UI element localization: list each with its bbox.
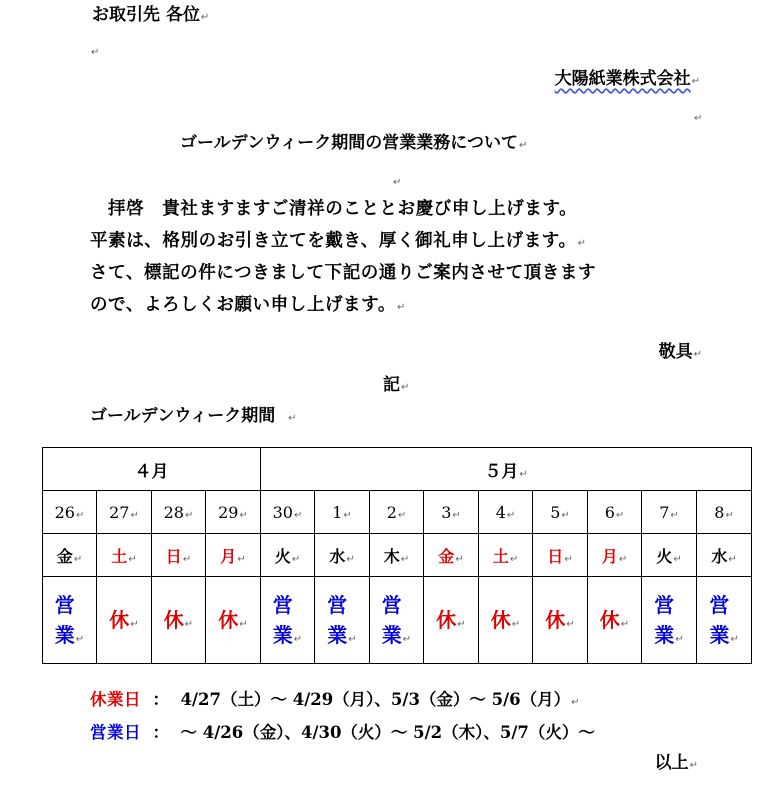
empty-paragraph-mark: ↵ [393, 177, 402, 188]
addressee: お取引先 各位↵ [92, 5, 210, 25]
date-cell: 1↵ [315, 491, 370, 534]
open-label: 営業日 [90, 723, 141, 742]
weekday-cell: 木↵ [370, 534, 424, 577]
weekday-cell: 土↵ [97, 534, 152, 577]
weekday-cell: 水↵ [315, 534, 370, 577]
status-open-cell: 営業↵ [697, 577, 752, 664]
closing-keigu: 敬具↵ [658, 342, 702, 362]
month-may: ５月↵ [261, 448, 752, 491]
holiday-summary: 休業日 ： 4/27（土）～ 4/29（月）、5/3（金）～ 5/6（月）↵ [90, 690, 580, 709]
period-label: ゴールデンウィーク期間 ↵ [90, 406, 297, 426]
date-row [43, 491, 752, 534]
body-paragraph [90, 195, 710, 325]
weekday-cell: 火↵ [642, 534, 697, 577]
holiday-colon: ： [152, 690, 169, 709]
end-mark: 以上↵ [654, 753, 698, 773]
date-cell: 8↵ [697, 491, 752, 534]
ki-mark: 記↵ [383, 375, 410, 395]
date-cell: 7↵ [642, 491, 697, 534]
weekday-cell: 火↵ [261, 534, 315, 577]
status-closed-cell: 休↵ [533, 577, 588, 664]
date-cell: 26↵ [43, 491, 97, 534]
open-dates: ～ 4/26（金）、4/30（火）～ 5/2（木）、5/7（火）～ [180, 723, 595, 742]
date-cell: 5↵ [533, 491, 588, 534]
status-open-cell: 営業↵ [43, 577, 97, 664]
status-open-cell: 営業↵ [642, 577, 697, 664]
empty-paragraph-mark: ↵ [694, 113, 703, 124]
status-closed-cell: 休↵ [206, 577, 261, 664]
weekday-cell: 日↵ [152, 534, 206, 577]
sender-company: 大陽紙業株式会社↵ [554, 69, 700, 89]
body-line-3: さて、標記の件につきまして下記の通りご案内させて頂きます [90, 263, 597, 283]
date-cell: 2↵ [370, 491, 424, 534]
date-cell: 27↵ [97, 491, 152, 534]
open-colon: ： [152, 723, 169, 742]
holiday-label: 休業日 [90, 690, 141, 709]
date-cell: 28↵ [152, 491, 206, 534]
weekday-cell: 月↵ [206, 534, 261, 577]
status-open-cell: 営業↵ [370, 577, 424, 664]
calendar-table [42, 447, 752, 664]
status-closed-cell: 休↵ [479, 577, 533, 664]
status-closed-cell: 休↵ [588, 577, 642, 664]
status-closed-cell: 休↵ [97, 577, 152, 664]
weekday-cell: 水↵ [697, 534, 752, 577]
month-april: ４月 [43, 448, 261, 491]
open-summary [90, 719, 595, 743]
status-open-cell: 営業↵ [261, 577, 315, 664]
document-title: ゴールデンウィーク期間の営業業務について↵ [180, 133, 528, 153]
date-cell: 6↵ [588, 491, 642, 534]
body-line-2: 平素は、格別のお引き立てを戴き、厚く御礼申し上げます。↵ [90, 231, 587, 251]
status-closed-cell: 休↵ [152, 577, 206, 664]
body-line-4: ので、よろしくお願い申し上げます。↵ [90, 295, 406, 315]
date-cell: 4↵ [479, 491, 533, 534]
date-cell: 30↵ [261, 491, 315, 534]
date-cell: 3↵ [424, 491, 479, 534]
date-cell: 29↵ [206, 491, 261, 534]
status-row [43, 577, 752, 664]
status-open-cell: 営業↵ [315, 577, 370, 664]
month-row [43, 448, 752, 491]
weekday-cell: 月↵ [588, 534, 642, 577]
weekday-cell: 土↵ [479, 534, 533, 577]
weekday-cell: 日↵ [533, 534, 588, 577]
body-line-1: 拝啓 貴社ますますご清祥のこととお慶び申し上げます。 [108, 199, 578, 219]
empty-paragraph-mark: ↵ [91, 47, 100, 58]
holiday-dates: 4/27（土）～ 4/29（月）、5/3（金）～ 5/6（月） [180, 690, 571, 709]
weekday-row [43, 534, 752, 577]
status-closed-cell: 休↵ [424, 577, 479, 664]
weekday-cell: 金↵ [43, 534, 97, 577]
weekday-cell: 金↵ [424, 534, 479, 577]
